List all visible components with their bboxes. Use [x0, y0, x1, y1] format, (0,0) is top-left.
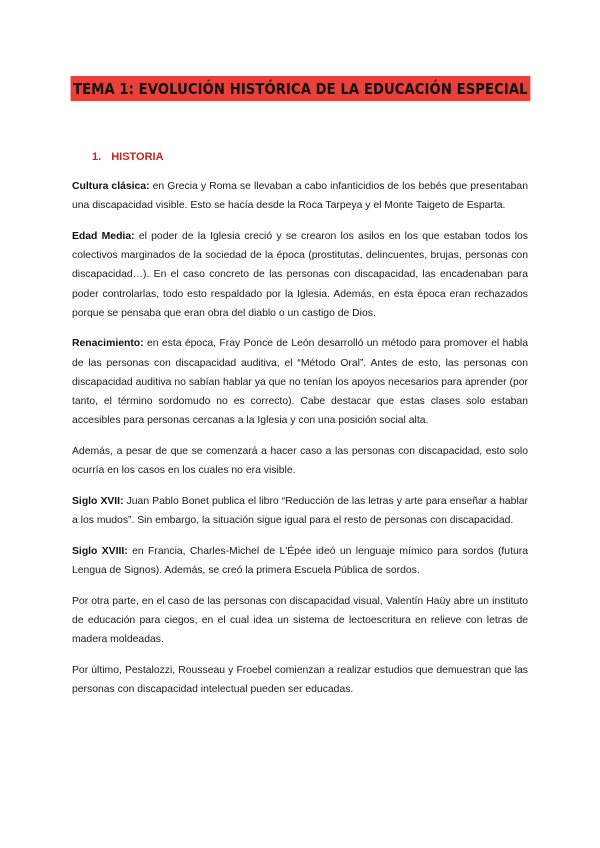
section-label: HISTORIA — [111, 151, 164, 163]
title-wrapper — [0, 76, 600, 101]
paragraph-renacimiento — [72, 334, 528, 430]
paragraph-ademas — [72, 442, 528, 480]
paragraph-text: Juan Pablo Bonet publica el libro “Reducción de las letras y arte para enseñar a hablar a los mudos”. Sin embargo, la situación sigue igual para el resto de personas con discapacidad. — [72, 495, 529, 527]
paragraph-heading: Edad Media: — [72, 230, 135, 242]
document-body — [72, 177, 528, 711]
paragraph-edad-media — [72, 227, 528, 323]
paragraph-text: en Grecia y Roma se llevaban a cabo infanticidios de los bebés que presentaban una discapacidad visible. Esto se hacía desde la Roca Tarpeya y el Monte Taigeto de Esparta. — [72, 181, 528, 212]
paragraph-text: Por último, Pestalozzi, Rousseau y Froebel comienzan a realizar estudios que demuestran que las personas con discapacidad intelectual pueden ser educadas. — [72, 664, 528, 695]
paragraph-por-otra-parte — [72, 592, 528, 650]
paragraph-heading: Renacimiento: — [72, 338, 144, 350]
paragraph-text: en esta época, Fray Ponce de León desarrolló un método para promover el habla de las personas con discapacidad auditiva, el “Método Oral”. Antes de esto, las personas con discapacidad auditiva no sabían hablar ya que no tenían los apoyos necesarios para aprender (por tanto, el término sordomudo no es correcto). Cabe destacar que estas clases solo estaban accesibles para personas cercanas a la Iglesia y con una posición social alta. — [72, 338, 528, 427]
paragraph-siglo-xviii — [72, 542, 528, 580]
paragraph-text: el poder de la Iglesia creció y se crearon los asilos en los que estaban todos los colectivos marginados de la sociedad de la época (prostitutas, delincuentes, brujas, personas con discapacidad…). En el caso concreto de las personas con discapacidad, las encadenaban para poder controlarlas, todo esto respaldado por la Iglesia. Además, en esta época eran rechazados porque se pensaba que eran obra del diablo o un castigo de Dios. — [72, 230, 528, 319]
paragraph-heading: Siglo XVIII: — [72, 545, 128, 557]
paragraph-heading: Cultura clásica: — [72, 181, 150, 192]
document-title: TEMA 1: EVOLUCIÓN HISTÓRICA DE LA EDUCACIÓN ESPECIAL — [70, 76, 530, 101]
paragraph-text: Además, a pesar de que se comenzará a hacer caso a las personas con discapacidad, esto solo ocurría en los casos en los cuales no era visible. — [72, 445, 528, 477]
paragraph-text: en Francia, Charles-Michel de L'Épée ideó un lenguaje mímico para sordos (futura Lengua de Signos). Además, se creó la primera Escuela Pública de sordos. — [72, 545, 528, 576]
paragraph-cultura-clasica — [72, 177, 528, 215]
paragraph-heading: Siglo XVII: — [72, 495, 124, 507]
section-heading — [92, 151, 164, 163]
paragraph-siglo-xvii — [72, 492, 528, 530]
paragraph-por-ultimo — [72, 661, 528, 699]
section-number: 1. — [92, 151, 102, 163]
paragraph-text: Por otra parte, en el caso de las personas con discapacidad visual, Valentín Haüy abre un instituto de educación para ciegos, en el cual idea un sistema de lectoescritura en relieve con letras de madera moldeadas. — [72, 595, 528, 646]
